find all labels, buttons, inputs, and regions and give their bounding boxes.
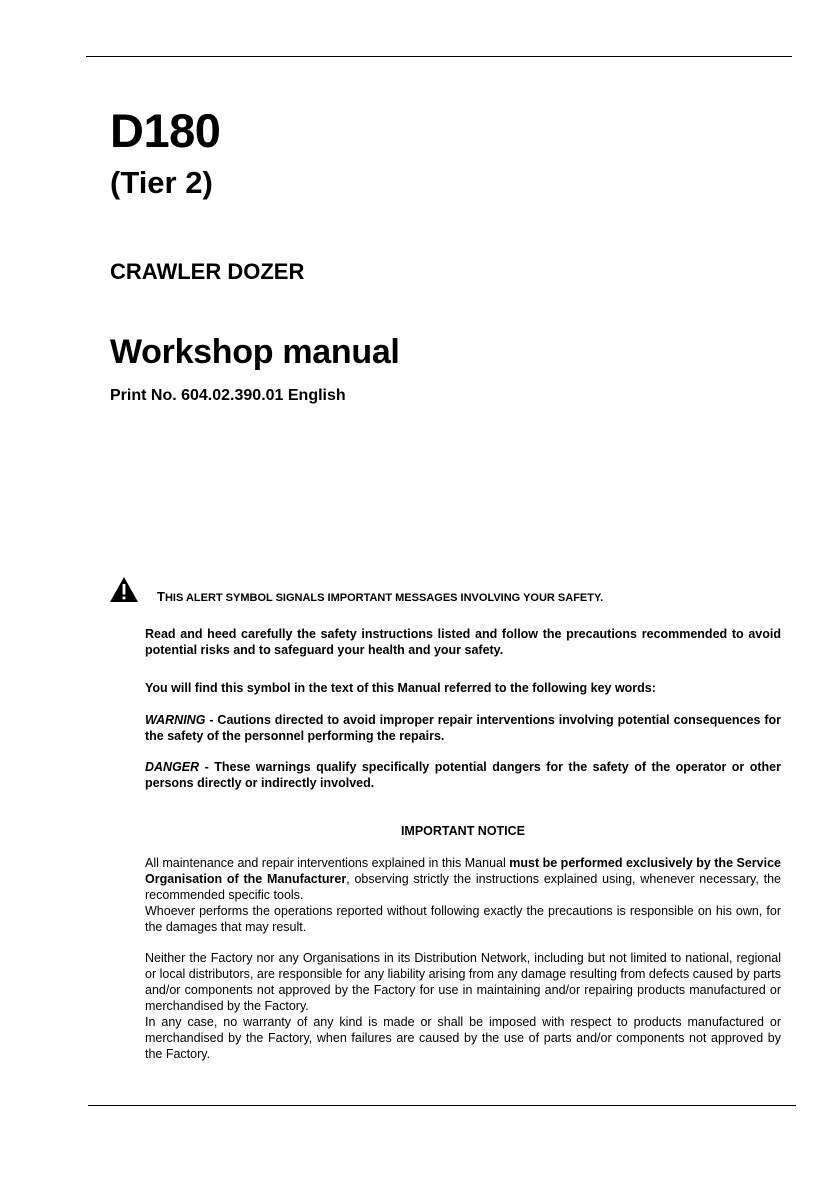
top-rule xyxy=(86,56,792,57)
bottom-rule xyxy=(88,1105,796,1106)
danger-text: - These warnings qualify specifically potential dangers for the safety of the operator or other persons directly or indirectly involved. xyxy=(145,760,781,790)
alert-symbol-statement: THIS ALERT SYMBOL SIGNALS IMPORTANT MESSAGES INVOLVING YOUR SAFETY. xyxy=(157,589,604,604)
maintenance-paragraph: All maintenance and repair interventions explained in this Manual must be performed exclusively by the Service Organisation of the Manufacturer, observing strictly the instructions explained using, whenever necessary, the recommended specific tools. xyxy=(145,856,781,902)
warning-triangle-icon xyxy=(109,576,139,603)
tier-subtitle: (Tier 2) xyxy=(110,165,213,200)
warning-text: - Cautions directed to avoid improper repair interventions involving potential consequences for the safety of the personnel performing the repairs. xyxy=(145,713,781,743)
liability-paragraph: Neither the Factory nor any Organisations in its Distribution Network, including but not limited to national, regional or local distributors, are responsible for any liability arising from any damage resulting from defects caused by parts and/or components not approved by the Factory for use in maintaining and/or repairing products manufactured or merchandised by the Factory. xyxy=(145,951,781,1013)
warranty-paragraph: In any case, no warranty of any kind is made or shall be imposed with respect to products manufactured or merchandised by the Factory, when failures are caused by the use of parts and/or components not approved by the Factory. xyxy=(145,1015,781,1061)
manual-title: Workshop manual xyxy=(110,333,400,371)
warning-label: WARNING xyxy=(145,713,206,727)
model-title: D180 xyxy=(110,104,221,157)
safety-instructions-paragraph: Read and heed carefully the safety instructions listed and follow the precautions recommended to avoid potential risks and to safeguard your health and your safety. xyxy=(145,627,781,657)
responsibility-paragraph: Whoever performs the operations reported without following exactly the precautions is responsible on his own, for the damages that may result. xyxy=(145,904,781,934)
print-number: Print No. 604.02.390.01 English xyxy=(110,387,346,404)
warning-paragraph xyxy=(145,712,781,744)
danger-paragraph xyxy=(145,759,781,791)
important-notice-heading: IMPORTANT NOTICE xyxy=(400,824,526,838)
machine-type: CRAWLER DOZER xyxy=(110,259,305,284)
danger-label: DANGER xyxy=(145,760,200,774)
symbol-keywords-paragraph: You will find this symbol in the text of this Manual referred to the following key words: xyxy=(145,681,656,695)
